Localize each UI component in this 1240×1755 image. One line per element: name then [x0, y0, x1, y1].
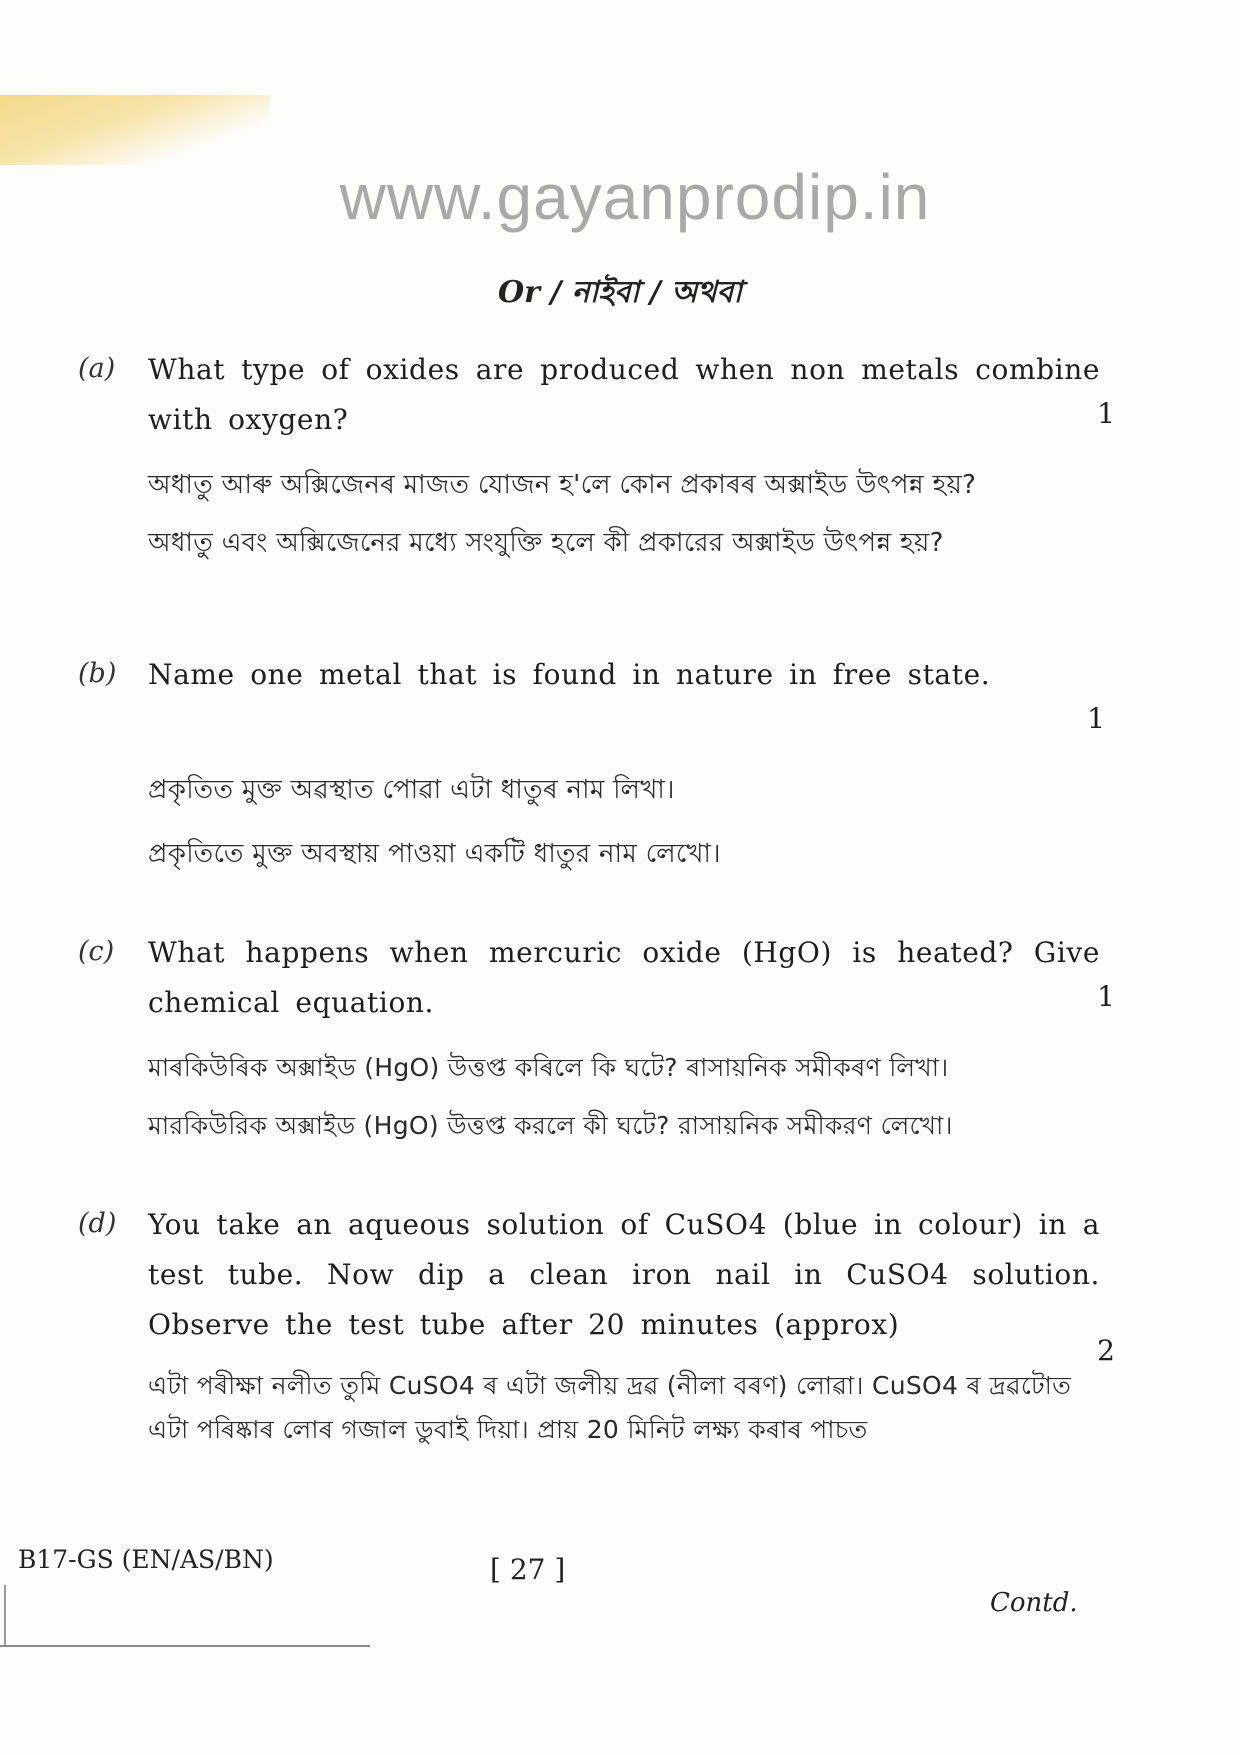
watermark: www.gayanprodip.in: [339, 161, 931, 233]
marks: 1: [1087, 702, 1105, 735]
question-text-assamese: প্ৰকৃতিত মুক্ত অৱস্থাত পোৱা এটা ধাতুৰ নাম লিখা।: [148, 775, 675, 805]
question-label: (b): [78, 658, 117, 689]
page-number: [ 27 ]: [490, 1553, 566, 1586]
marks: 1: [1097, 397, 1115, 430]
question-text-english: What happens when mercuric oxide (HgO) is heated? Give chemical equation.: [148, 936, 1100, 1019]
or-heading: Or / নাইবা / অথবা: [497, 275, 743, 310]
margin-rule: [4, 1585, 6, 1645]
question-text-bengali: মারকিউরিক অক্সাইড (HgO) উত্তপ্ত করলে কী ঘটে? রাসায়নিক সমীকরণ লেখো।: [148, 1111, 953, 1140]
question-c: [70, 928, 1115, 1158]
question-text-assamese: অধাতু আৰু অক্সিজেনৰ মাজত যোজন হ'লে কোন প্ৰকাৰৰ অক্সাইড উৎপন্ন হয়?: [148, 470, 977, 500]
paper-stain: [0, 95, 270, 165]
question-text-english: You take an aqueous solution of CuSO4 (blue in colour) in a test tube. Now dip a clean iron nail in CuSO4 solution. Observe the test tube after 20 minutes (approx): [148, 1208, 1100, 1341]
marks: 2: [1097, 1334, 1115, 1367]
question-label: (a): [78, 353, 116, 384]
marks: 1: [1097, 980, 1115, 1013]
question-b: [70, 650, 1115, 870]
footer-rule: [0, 1645, 370, 1647]
question-text-assamese: এটা পৰীক্ষা নলীত তুমি CuSO4 ৰ এটা জলীয় দ্ৰৱ (নীলা বৰণ) লোৱা। CuSO4 ৰ দ্ৰৱটোত এটা পৰিষ্কাৰ লোৰ গজাল ডুবাই দিয়া। প্ৰায় 20 মিনিট লক্ষ্য কৰাৰ পাচত: [148, 1371, 1072, 1444]
question-text-english: What type of oxides are produced when non metals combine with oxygen?: [148, 353, 1100, 436]
question-d: [70, 1200, 1115, 1500]
question-text-bengali: প্রকৃতিতে মুক্ত অবস্থায় পাওয়া একটি ধাতুর নাম লেখো।: [148, 839, 721, 869]
paper-code: B17-GS (EN/AS/BN): [18, 1545, 274, 1574]
question-text-assamese: মাৰকিউৰিক অক্সাইড (HgO) উত্তপ্ত কৰিলে কি ঘটে? ৰাসায়নিক সমীকৰণ লিখা।: [148, 1053, 949, 1082]
continued-label: Contd.: [990, 1588, 1078, 1618]
question-label: (d): [78, 1208, 117, 1239]
question-text-english: Name one metal that is found in nature in free state.: [148, 658, 991, 691]
question-label: (c): [78, 936, 115, 967]
question-text-bengali: অধাতু এবং অক্সিজেনের মধ্যে সংযুক্তি হলে কী প্রকারের অক্সাইড উৎপন্ন হয়?: [148, 528, 944, 558]
question-a: [70, 345, 1115, 585]
